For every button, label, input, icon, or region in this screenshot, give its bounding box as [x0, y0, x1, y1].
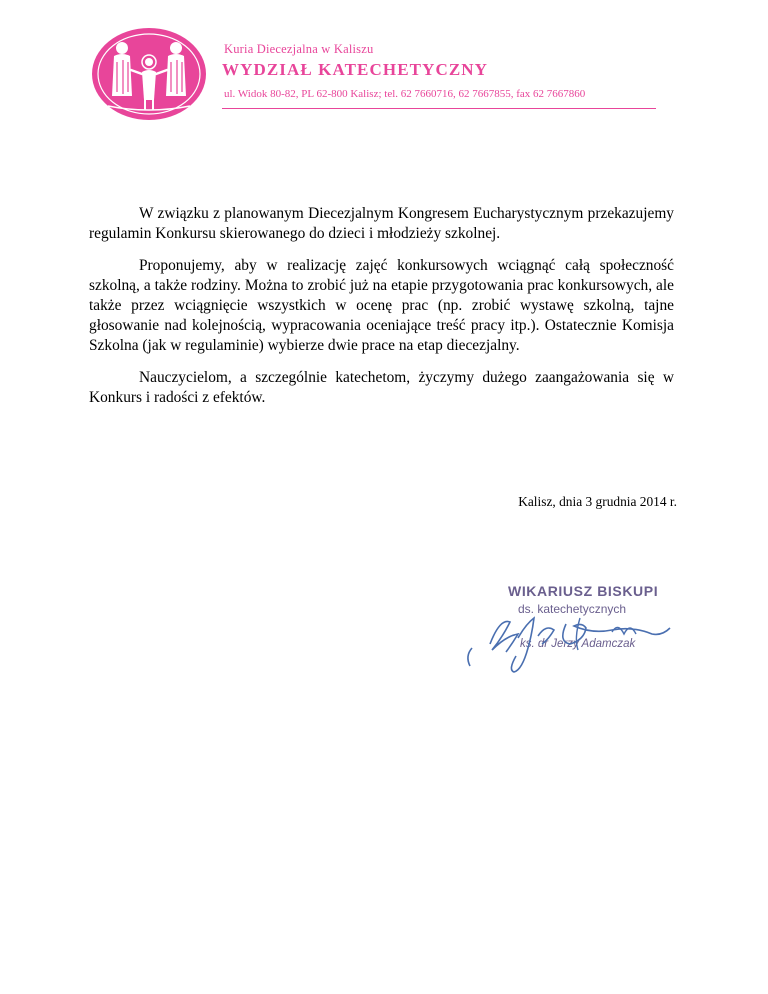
dateline: Kalisz, dnia 3 grudnia 2014 r.: [518, 494, 677, 509]
letterhead-divider: [222, 108, 656, 109]
paragraph-wishes: Nauczycielom, a szczególnie katechetom, życzymy dużego zaangażowania się w Konkurs i radości z efektów.: [89, 369, 674, 406]
paragraph-intro: W związku z planowanym Diecezjalnym Kongresem Eucharystycznym przekazujemy regulamin Konkursu skierowanego do dzieci i młodzieży szkolnej.: [89, 205, 674, 242]
letterhead-org: Kuria Diecezjalna w Kaliszu: [224, 42, 374, 56]
handwritten-signature: [462, 578, 682, 678]
paragraph-proposal: Proponujemy, aby w realizację zajęć konkursowych wciągnąć całą społeczność szkolną, a także rodziny. Można to zrobić już na etapie przygotowania prac konkursowych, ale także przez wciągnięcie wszystkich w ocenę prac (np. zrobić wystawę szkolną, tajne głosowanie nad kolejnością, wypracowania oceniające treść pracy itp.). Ostatecznie Komisja Szkolna (jak w regulaminie) wybierze dwie prace na etap diecezjalny.: [89, 257, 674, 354]
diocesan-logo: [90, 26, 208, 122]
stamp-name: ks. dr Jerzy Adamczak: [520, 638, 636, 650]
stamp-subtitle: ds. katechetycznych: [518, 602, 627, 616]
letterhead-department: WYDZIAŁ KATECHETYCZNY: [222, 60, 489, 79]
letterhead-address: ul. Widok 80-82, PL 62-800 Kalisz; tel. 62 7660716, 62 7667855, fax 62 7667860: [224, 88, 586, 100]
stamp-title: WIKARIUSZ BISKUPI: [508, 583, 659, 599]
official-stamp: [462, 578, 682, 678]
letter-body: [89, 204, 674, 420]
